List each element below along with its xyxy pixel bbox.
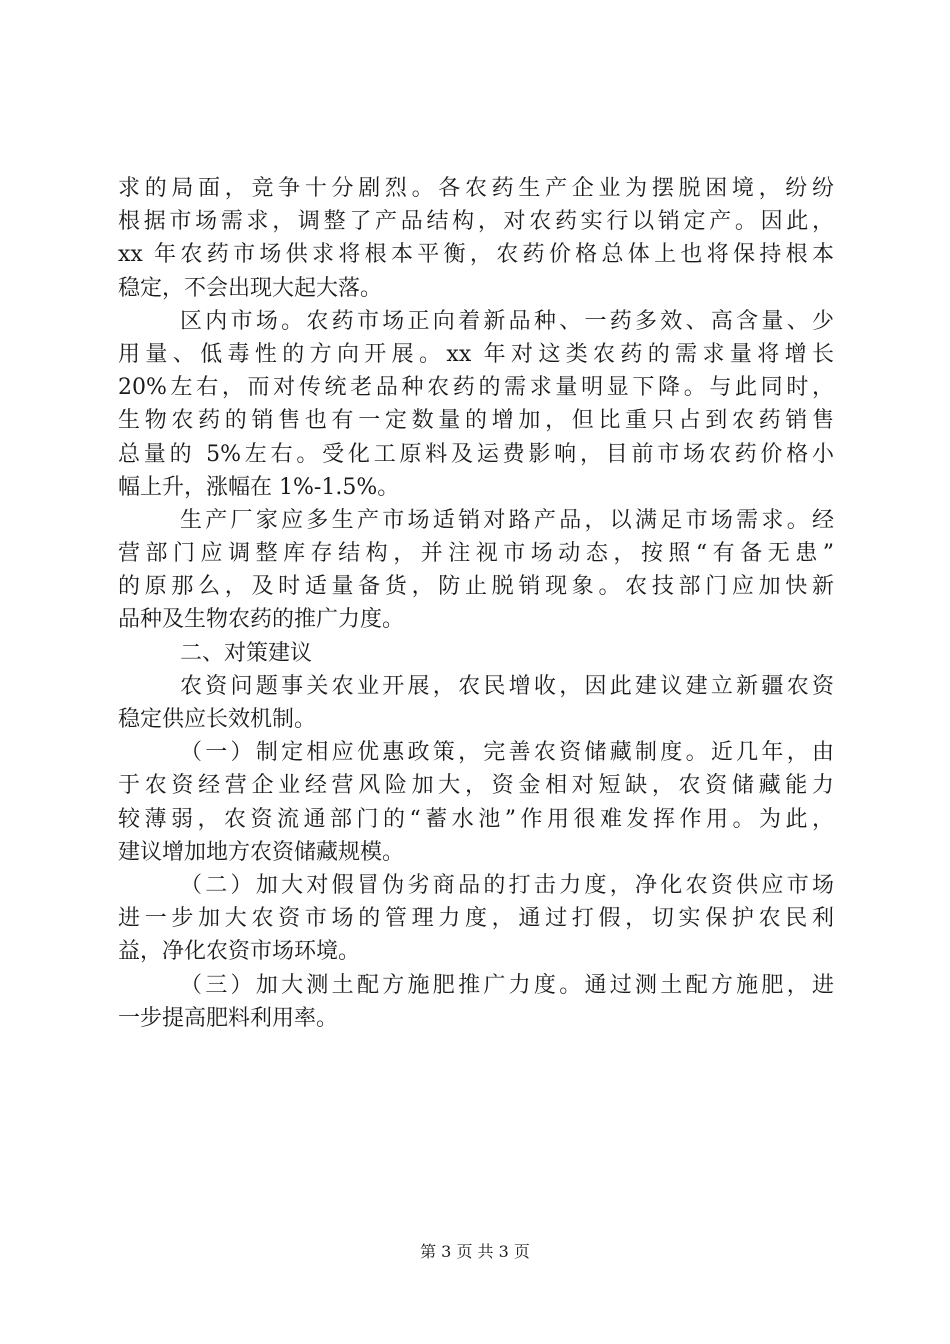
text-line: 二、对策建议 (180, 640, 313, 666)
text-line: 建议增加地方农资储藏规模。 (118, 839, 405, 865)
text-line: （一）制定相应优惠政策，完善农资储藏制度。近几年，由 (180, 740, 834, 766)
text-line: 求的局面，竞争十分剧烈。各农药生产企业为摆脱困境，纷纷 (118, 176, 834, 201)
text-line: 用量、低毒性的方向开展。xx 年对这类农药的需求量将增长 (118, 341, 834, 367)
text-line: 稳定供应长效机制。 (118, 707, 317, 732)
text-line: 于农资经营企业经营风险加大，资金相对短缺，农资储藏能力 (118, 773, 834, 799)
text-line: 生产厂家应多生产市场适销对路产品，以满足市场需求。经 (180, 507, 834, 533)
text-line: 20%左右，而对传统老品种农药的需求量明显下降。与此同时， (118, 375, 834, 401)
text-line: 的原那么，及时适量备货，防止脱销现象。农技部门应加快新 (118, 574, 834, 600)
text-line: 农资问题事关农业开展，农民增收，因此建议建立新疆农资 (180, 673, 834, 699)
text-line: 生物农药的销售也有一定数量的增加，但比重只占到农药销售 (118, 408, 834, 434)
text-line: 稳定，不会出现大起大落。 (118, 275, 383, 301)
text-line: 进一步加大农资市场的管理力度，通过打假，切实保护农民利 (118, 906, 834, 932)
text-line: 幅上升，涨幅在 1%-1.5%。 (118, 474, 400, 500)
page-footer: 第 3 页 共 3 页 (420, 1242, 530, 1261)
text-line: （三）加大测土配方施肥推广力度。通过测土配方施肥，进 (180, 972, 834, 998)
text-line: （二）加大对假冒伪劣商品的打击力度，净化农资供应市场 (180, 872, 834, 898)
text-line: 区内市场。农药市场正向着新品种、一药多效、高含量、少 (180, 308, 834, 334)
text-line: 营部门应调整库存结构，并注视市场动态，按照“有备无患” (118, 541, 834, 567)
text-line: 一步提高肥料利用率。 (118, 1005, 339, 1031)
document-body (118, 172, 834, 1035)
text-line: 较薄弱，农资流通部门的“蓄水池”作用很难发挥作用。为此， (118, 806, 834, 832)
text-line: 益，净化农资市场环境。 (118, 939, 361, 965)
text-line: 品种及生物农药的推广力度。 (118, 607, 405, 633)
text-line: 根据市场需求，调整了产品结构，对农药实行以销定产。因此， (118, 209, 834, 235)
text-line: xx 年农药市场供求将根本平衡，农药价格总体上也将保持根本 (118, 242, 834, 268)
text-line: 总量的 5%左右。受化工原料及运费影响，目前市场农药价格小 (118, 441, 834, 467)
